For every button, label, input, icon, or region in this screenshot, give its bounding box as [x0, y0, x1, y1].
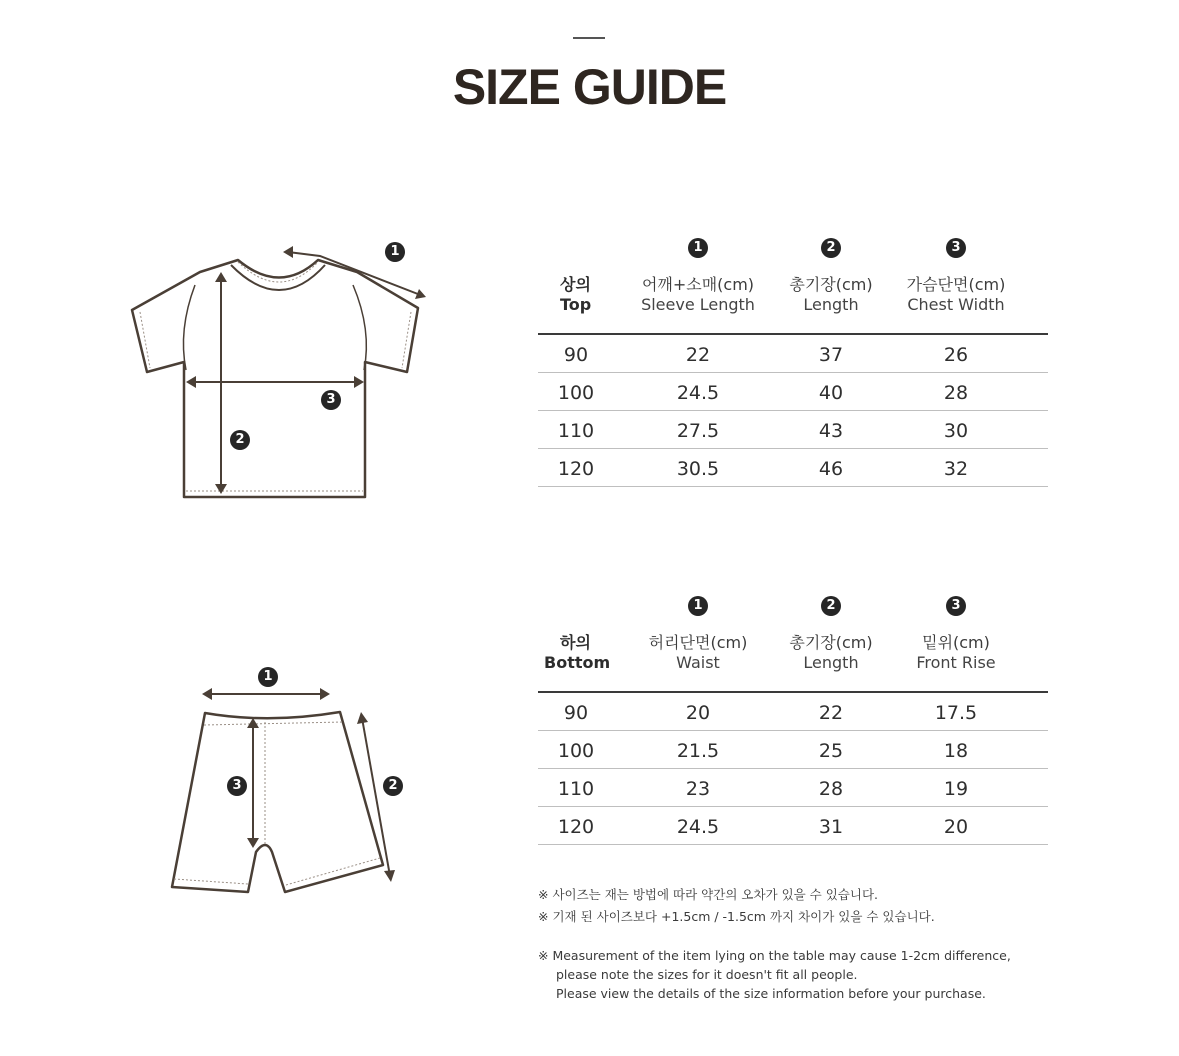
table-row: 110 23 28 19 — [538, 769, 1048, 807]
bottom-size-table — [538, 596, 1048, 845]
table-row: 110 27.5 43 30 — [538, 411, 1048, 449]
badge-1-icon: 1 — [385, 242, 405, 262]
badge-2-icon: 2 — [821, 596, 841, 616]
badge-1-icon: 1 — [688, 238, 708, 258]
badge-3-icon: 3 — [946, 596, 966, 616]
category-ko: 상의 — [560, 275, 591, 294]
table-row: 100 21.5 25 18 — [538, 731, 1048, 769]
notes-korean — [538, 884, 935, 928]
note-line: ※ 기재 된 사이즈보다 +1.5cm / -1.5cm 까지 차이가 있을 수 있습니다. — [538, 909, 935, 924]
table-row: 90 22 37 26 — [538, 335, 1048, 373]
badge-2-icon: 2 — [383, 776, 403, 796]
badge-3-icon: 3 — [946, 238, 966, 258]
tshirt-illustration — [120, 230, 440, 510]
badge-3-icon: 3 — [321, 390, 341, 410]
shorts-illustration — [160, 680, 410, 900]
table-header: 상의 Top 1 어깨+소매(cm) Sleeve Length 2 총기장(cm) Length 3 가슴단면(cm) Chest Width — [560, 240, 1006, 314]
table-row: 90 20 22 17.5 — [538, 693, 1048, 731]
badge-2-icon: 2 — [821, 238, 841, 258]
category-en: Bottom — [544, 653, 611, 672]
note-line: ※ 사이즈는 재는 방법에 따라 약간의 오차가 있을 수 있습니다. — [538, 887, 879, 902]
table-row: 100 24.5 40 28 — [538, 373, 1048, 411]
title-rule — [573, 37, 605, 39]
badge-3-icon: 3 — [227, 776, 247, 796]
table-row: 120 30.5 46 32 — [538, 449, 1048, 487]
top-size-table — [538, 238, 1048, 487]
badge-1-icon: 1 — [688, 596, 708, 616]
notes-english — [538, 946, 1011, 1003]
note-line: ※ Measurement of the item lying on the table may cause 1-2cm difference, — [538, 948, 1011, 963]
table-header: 하의 Bottom 1 허리단면(cm) Waist 2 총기장(cm) Length 3 밑위(cm) Front Rise — [544, 598, 996, 672]
page-title: SIZE GUIDE — [452, 59, 727, 115]
note-line: please note the sizes for it doesn't fit all people. — [556, 967, 858, 982]
note-line: Please view the details of the size information before your purchase. — [556, 986, 986, 1001]
category-en: Top — [560, 295, 592, 314]
badge-2-icon: 2 — [230, 430, 250, 450]
badge-1-icon: 1 — [258, 667, 278, 687]
table-row: 120 24.5 31 20 — [538, 807, 1048, 845]
category-ko: 하의 — [560, 633, 591, 652]
